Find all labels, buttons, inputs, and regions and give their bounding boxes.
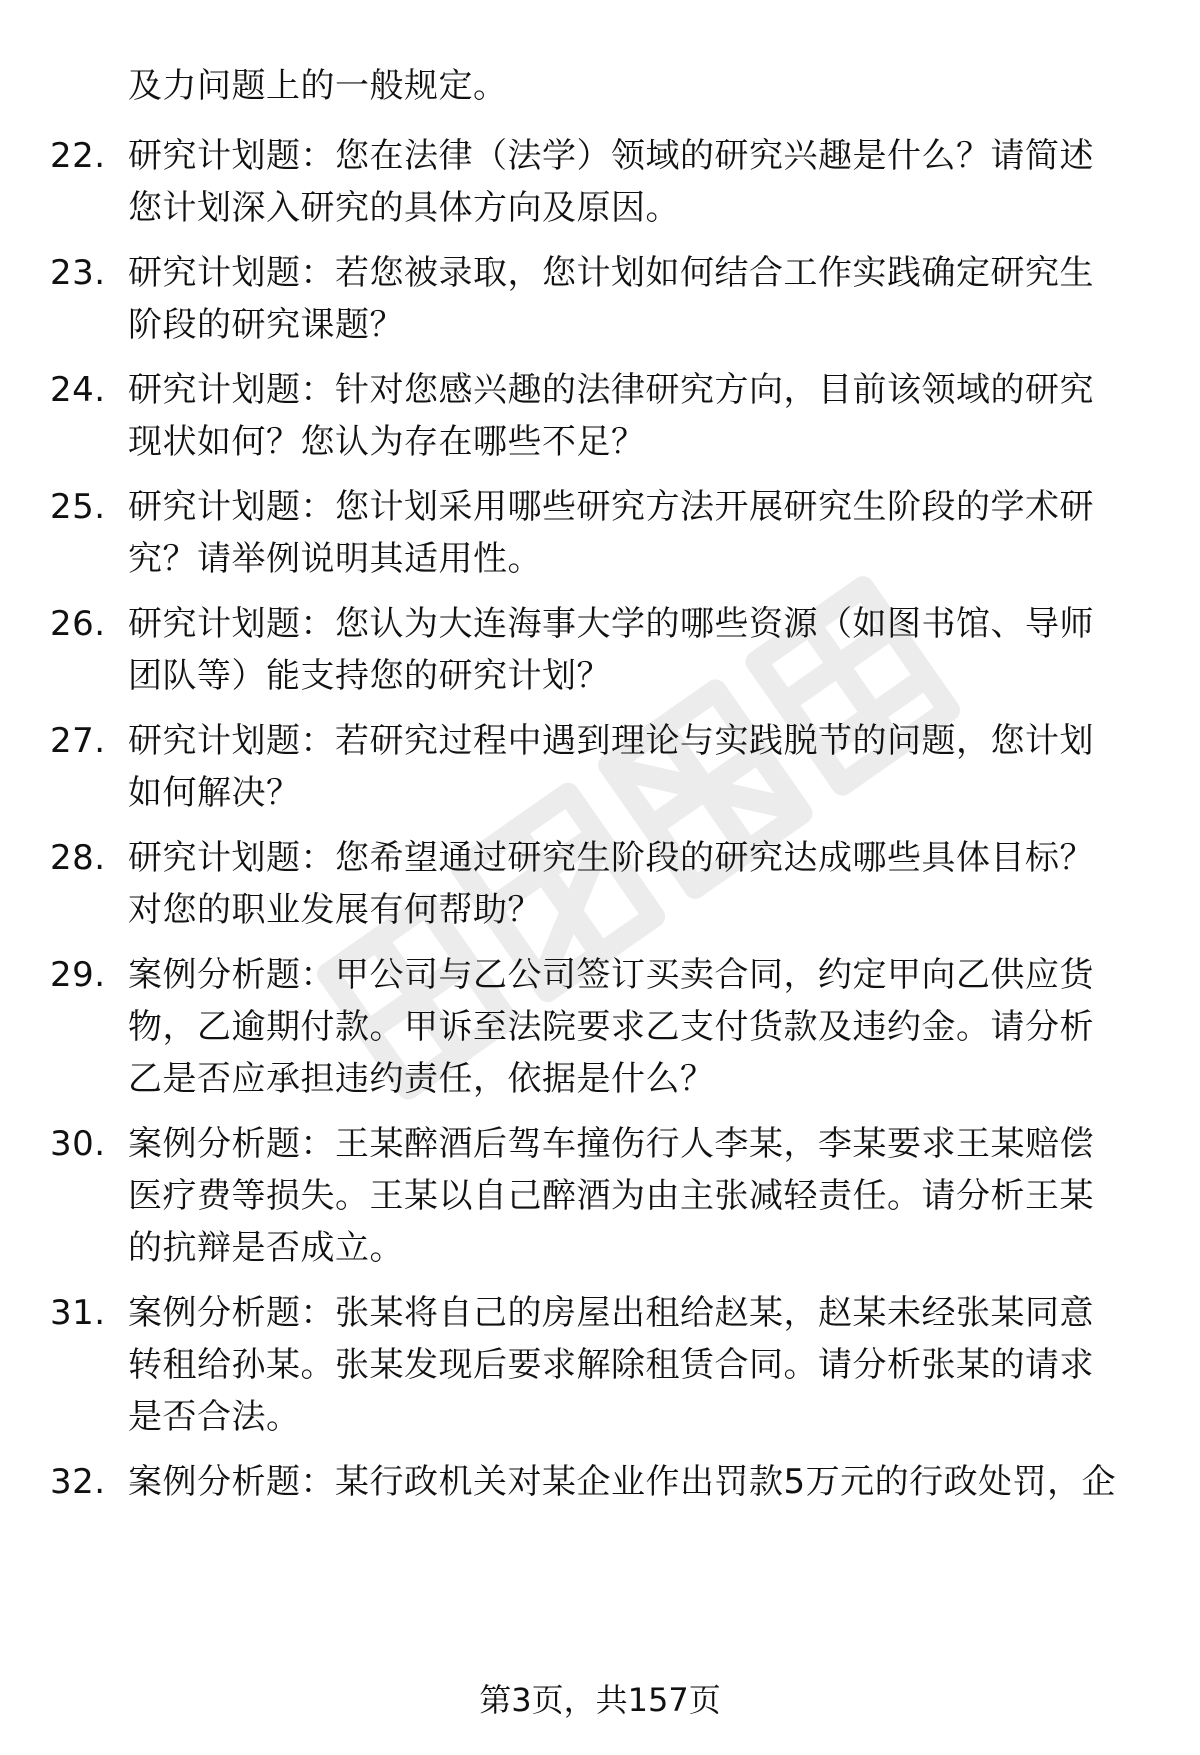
question-number: 31. bbox=[50, 1293, 106, 1333]
question-text bbox=[128, 481, 1170, 585]
question-text-line: 物，乙逾期付款。甲诉至法院要求乙支付货款及违约金。请分析 bbox=[128, 1007, 1094, 1047]
question-text-line: 阶段的研究课题？ bbox=[128, 305, 404, 345]
question-item bbox=[50, 130, 1170, 234]
question-text-line: 研究计划题：您在法律（法学）领域的研究兴趣是什么？请简述 bbox=[128, 136, 1094, 176]
question-text bbox=[128, 1456, 1170, 1508]
question-text-line: 案例分析题：王某醉酒后驾车撞伤行人李某，李某要求王某赔偿 bbox=[128, 1124, 1094, 1164]
question-text bbox=[128, 832, 1170, 936]
question-text bbox=[128, 715, 1170, 819]
question-number: 32. bbox=[50, 1462, 106, 1502]
question-item bbox=[50, 481, 1170, 585]
question-item bbox=[50, 715, 1170, 819]
question-text-line: 案例分析题：甲公司与乙公司签订买卖合同，约定甲向乙供应货 bbox=[128, 955, 1094, 995]
question-number: 28. bbox=[50, 838, 106, 878]
question-text-line: 乙是否应承担违约责任，依据是什么？ bbox=[128, 1059, 715, 1099]
question-text-line: 案例分析题：张某将自己的房屋出租给赵某，赵某未经张某同意 bbox=[128, 1293, 1094, 1333]
question-text bbox=[128, 1118, 1170, 1274]
question-number: 26. bbox=[50, 604, 106, 644]
question-text bbox=[128, 949, 1170, 1105]
question-text-line: 研究计划题：您认为大连海事大学的哪些资源（如图书馆、导师 bbox=[128, 604, 1094, 644]
question-text-line: 对您的职业发展有何帮助？ bbox=[128, 890, 542, 930]
question-text-line: 的抗辩是否成立。 bbox=[128, 1228, 404, 1268]
question-text-line: 研究计划题：针对您感兴趣的法律研究方向，目前该领域的研究 bbox=[128, 370, 1094, 410]
question-item bbox=[50, 247, 1170, 351]
question-item bbox=[50, 1118, 1170, 1274]
question-item bbox=[50, 949, 1170, 1105]
question-text-line: 现状如何？您认为存在哪些不足？ bbox=[128, 422, 646, 462]
question-text-line: 研究计划题：若研究过程中遇到理论与实践脱节的问题，您计划 bbox=[128, 721, 1094, 761]
question-text-line: 案例分析题：某行政机关对某企业作出罚款5万元的行政处罚，企 bbox=[128, 1462, 1117, 1502]
question-text-line: 究？请举例说明其适用性。 bbox=[128, 539, 542, 579]
question-text bbox=[128, 130, 1170, 234]
question-text-line: 研究计划题：若您被录取，您计划如何结合工作实践确定研究生 bbox=[128, 253, 1094, 293]
question-text bbox=[128, 598, 1170, 702]
question-text-line: 如何解决？ bbox=[128, 773, 301, 813]
question-item bbox=[50, 598, 1170, 702]
question-number: 24. bbox=[50, 370, 106, 410]
page-footer: 第3页，共157页 bbox=[479, 1681, 721, 1719]
question-number: 25. bbox=[50, 487, 106, 527]
continued-text-line: 及力问题上的一般规定。 bbox=[128, 66, 508, 106]
question-text-line: 转租给孙某。张某发现后要求解除租赁合同。请分析张某的请求 bbox=[128, 1345, 1094, 1385]
question-text bbox=[128, 364, 1170, 468]
question-text bbox=[128, 247, 1170, 351]
question-text-line: 您计划深入研究的具体方向及原因。 bbox=[128, 188, 680, 228]
question-number: 29. bbox=[50, 955, 106, 995]
question-number: 22. bbox=[50, 136, 106, 176]
question-item bbox=[50, 1287, 1170, 1443]
question-text-line: 研究计划题：您计划采用哪些研究方法开展研究生阶段的学术研 bbox=[128, 487, 1094, 527]
question-text-line: 研究计划题：您希望通过研究生阶段的研究达成哪些具体目标？ bbox=[128, 838, 1094, 878]
question-text-line: 是否合法。 bbox=[128, 1397, 301, 1437]
question-number: 23. bbox=[50, 253, 106, 293]
question-item bbox=[50, 364, 1170, 468]
question-text-line: 医疗费等损失。王某以自己醉酒为由主张减轻责任。请分析王某 bbox=[128, 1176, 1094, 1216]
question-item bbox=[50, 832, 1170, 936]
question-text-line: 团队等）能支持您的研究计划？ bbox=[128, 656, 611, 696]
question-item bbox=[50, 1456, 1170, 1508]
question-number: 27. bbox=[50, 721, 106, 761]
question-text bbox=[128, 1287, 1170, 1443]
question-number: 30. bbox=[50, 1124, 106, 1164]
